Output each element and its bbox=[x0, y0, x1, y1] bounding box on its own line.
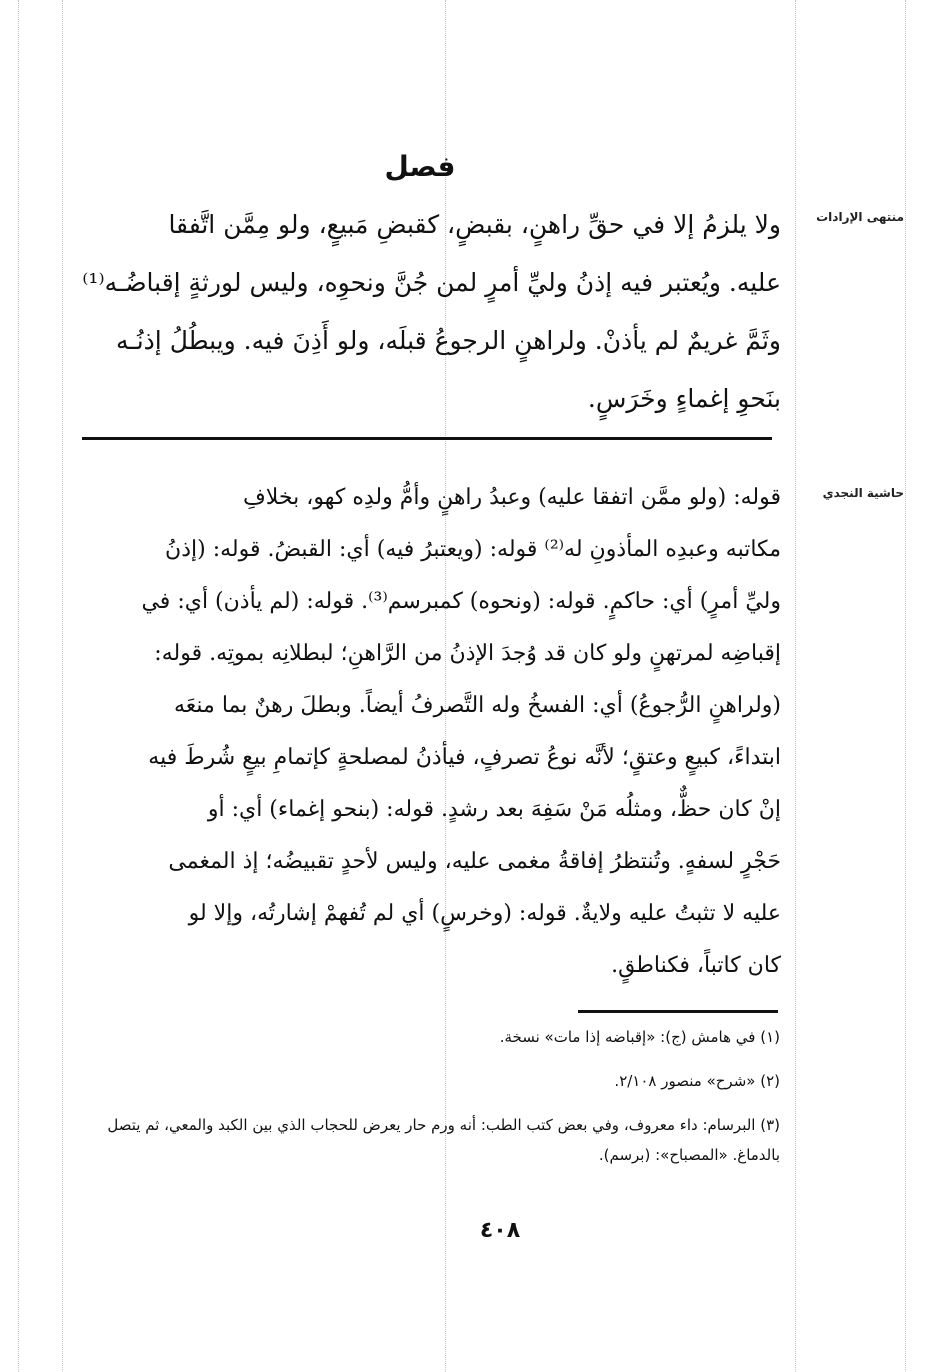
commentary-line: وليِّ أمرٍ) أي: حاكمٍ. قوله: (ونحوه) كمبرسم⁽³⁾. قوله: (لم يأذن) أي: في bbox=[141, 589, 781, 614]
commentary-paragraph bbox=[78, 472, 781, 992]
commentary-line: كان كاتباً، فكناطقٍ. bbox=[611, 953, 781, 978]
commentary-line: مكاتبه وعبدِه المأذونِ له⁽²⁾ قوله: (ويعتبرُ فيه) أي: القبضُ. قوله: (إذنُ bbox=[165, 537, 781, 562]
footnote: (١) في هامش (ج): «إقباضه إذا مات» نسخة. bbox=[499, 1028, 780, 1046]
margin-dotted-line bbox=[795, 0, 796, 1372]
footnotes bbox=[80, 1022, 780, 1170]
margin-dotted-line bbox=[62, 0, 63, 1372]
commentary-line: عليه لا تثبتُ عليه ولايةٌ. قوله: (وخرسٍ) أي لم تُفهمْ إشارتُه، وإلا لو bbox=[188, 901, 781, 926]
separator-rule bbox=[82, 437, 772, 440]
commentary-line: إنْ كان حظٌّ، ومثلُه مَنْ سَفِهَ بعد رشدٍ. قوله: (بنحو إغماء) أي: أو bbox=[207, 797, 781, 822]
main-text bbox=[78, 196, 781, 428]
side-label-hashiya: حاشية النجدي bbox=[822, 486, 904, 500]
footnote-rule bbox=[578, 1010, 778, 1013]
margin-dotted-line bbox=[905, 0, 906, 1372]
page-number: ٤٠٨ bbox=[479, 1218, 521, 1243]
commentary-line: حَجْرٍ لسفهٍ. وتُنتظرُ إفاقةُ مغمى عليه، وليس لأحدٍ تقبيضُه؛ إذ المغمى bbox=[168, 849, 781, 874]
commentary-line: إقباضِه لمرتهنٍ ولو كان قد وُجدَ الإذنُ من الرَّاهنِ؛ لبطلانِه بموتِه. قوله: bbox=[154, 641, 781, 666]
commentary-line: قوله: (ولو ممَّن اتفقا عليه) وعبدُ راهنٍ وأمُّ ولدِه كهو، بخلافِ bbox=[243, 485, 781, 510]
footnote: (٢) «شرح» منصور ٢/١٠٨. bbox=[614, 1072, 780, 1090]
main-text-line: وثَمَّ غريمٌ لم يأذنْ. ولراهنٍ الرجوعُ قبلَه، ولو أَذِنَ فيه. ويبطُلُ إذنُـه bbox=[115, 326, 781, 355]
main-paragraph bbox=[78, 196, 781, 428]
section-title: فصل bbox=[384, 150, 456, 183]
footnote: (٣) البرسام: داء معروف، وفي بعض كتب الطب: أنه ورم حار يعرض للحجاب الذي بين الكبد والمعي، ثم يتصل بالدماغ. «المصباح»: (برسم). bbox=[107, 1116, 780, 1164]
commentary-text bbox=[78, 472, 781, 992]
side-label-matn: منتهى الإرادات bbox=[816, 210, 904, 224]
main-text-line: بنَحوِ إغماءٍ وخَرَسٍ. bbox=[587, 384, 781, 413]
main-text-line: عليه. ويُعتبر فيه إذنُ وليِّ أمرٍ لمن جُنَّ ونحوِه، وليس لورثةٍ إقباضُـه⁽¹⁾ bbox=[82, 268, 781, 297]
commentary-line: ابتداءً، كبيعٍ وعتقٍ؛ لأنَّه نوعُ تصرفٍ، فيأذنُ لمصلحةٍ كإتمامِ بيعٍ شُرطَ فيه bbox=[148, 745, 781, 770]
margin-dotted-line bbox=[18, 0, 19, 1372]
main-text-line: ولا يلزمُ إلا في حقِّ راهنٍ، بقبضٍ، كقبضِ مَبيعٍ، ولو مِمَّن اتَّفقا bbox=[168, 210, 781, 239]
commentary-line: (ولراهنٍ الرُّجوعُ) أي: الفسخُ وله التَّصرفُ أيضاً. وبطلَ رهنٌ بما منعَه bbox=[174, 693, 781, 718]
